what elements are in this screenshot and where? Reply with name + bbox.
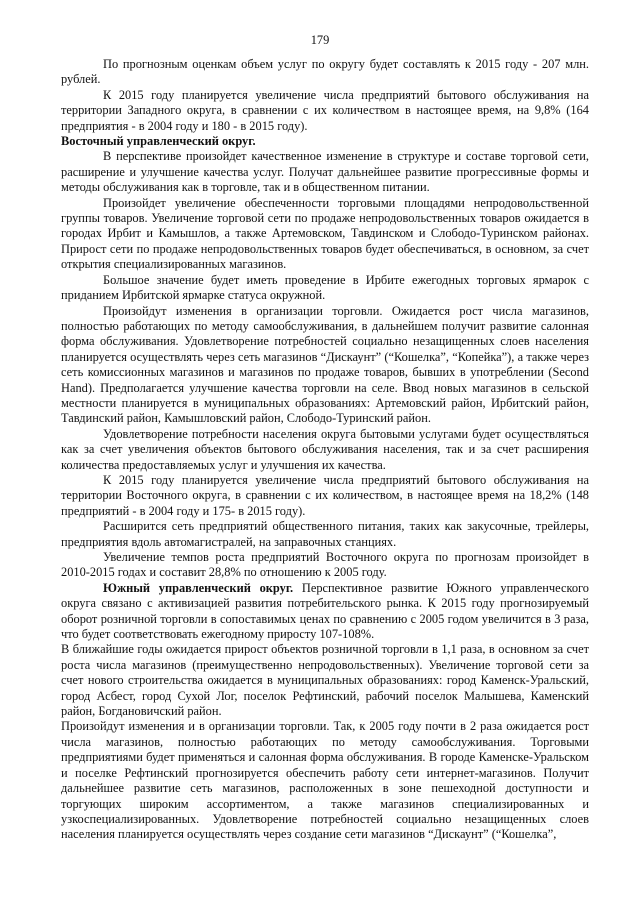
paragraph-east-quality: В перспективе произойдет качественное изменение в структуре и составе торговой сети, расширение и улучшение качества услуг. Получат дальнейшее развитие прогрессивные формы и методы обслуживания как в торговле, так и в общественном питании.: [61, 149, 589, 195]
document-body: [61, 57, 589, 843]
paragraph-irbit-fair: Большое значение будет иметь проведение в Ирбите ежегодных торговых ярмарок с приданием Ирбитской ярмарке статуса окружной.: [61, 272, 589, 303]
paragraph-east-nonfood: Произойдет увеличение обеспеченности торговыми площадями непродовольственной группы товаров. Увеличение торговой сети по продаже непродовольственных товаров ожидается в городах Ирбит и Камышлов, а также Артемовском, Тавдинском и Слободо-Туринском районах. Прирост сети по продаже непродовольственных товаров будет обеспечиваться, в основном, за счет открытия специализированных магазинов.: [61, 195, 589, 272]
paragraph-south-trade-organization: Произойдут изменения и в организации торговли. Так, к 2005 году почти в 2 раза ожидается рост числа магазинов, полностью работающих по методу самообслуживания. Торговыми предприятиями будет применяться и салонная форма обслуживания. В городе Каменске-Уральском и поселке Рефтинский прогнозируется обеспечить работу сети интернет-магазинов. Получит дальнейшее развитие сеть магазинов, расположенных в зоне пешеходной доступности и торгующих широким ассортиментом, а также магазинов специализированных и узкоспециализированных. Удовлетворение потребностей социально незащищенных слоев населения планируется осуществлять через создание сети магазинов “Дискаунт” (“Кошелка”,: [61, 719, 589, 842]
paragraph-south-intro: [61, 581, 589, 643]
paragraph-east-consumer-services: Удовлетворение потребности населения округа бытовыми услугами будет осуществляться как за счет увеличения объектов бытового обслуживания населения, так и за счет расширения количества предоставляемых услуг и улучшения их качества.: [61, 426, 589, 472]
paragraph-services-forecast: По прогнозным оценкам объем услуг по округу будет составлять к 2015 году - 207 млн. рублей.: [61, 57, 589, 87]
paragraph-east-growth: Увеличение темпов роста предприятий Восточного округа по прогнозам произойдет в 2010-2015 годах и составит 28,8% по отношению к 2005 году.: [61, 550, 589, 580]
paragraph-east-catering: Расширится сеть предприятий общественного питания, таких как закусочные, трейлеры, предприятия вдоль автомагистралей, на заправочных станциях.: [61, 519, 589, 549]
heading-south-district: Южный управленческий округ.: [103, 580, 294, 595]
paragraph-south-retail-growth: В ближайшие годы ожидается прирост объектов розничной торговли в 1,1 раза, в основном за счет роста числа магазинов (преимущественно непродовольственных). Увеличение торговой сети за счет нового строительства ожидается в муниципальных образованиях: город Каменск-Уральский, город Асбест, город Сухой Лог, поселок Рефтинский, рабочий поселок Малышева, Каменский район, Богдановичский район.: [61, 642, 589, 719]
page-number: 179: [310, 33, 330, 47]
paragraph-east-enterprises: К 2015 году планируется увеличение числа предприятий бытового обслуживания на территории Восточного округа, в сравнении с их количеством, в настоящее время на 18,2% (148 предприятий - в 2004 году и 175- в 2015 году).: [61, 472, 589, 518]
paragraph-east-trade-organization: Произойдут изменения в организации торговли. Ожидается рост числа магазинов, полностью работающих по методу самообслуживания, в дальнейшем получит развитие салонная форма обслуживания. Удовлетворение потребностей социально незащищенных слоев населения планируется осуществлять через сеть магазинов “Дискаунт” (“Кошелка”, “Копейка”), а также через сеть комиссионных магазинов и магазинов по продаже товаров, бывших в употреблении (Second Hand). Предполагается улучшение качества торговли на селе. Ввод новых магазинов в сельской местности планируется в муниципальных образованиях: Артемовский район, Ирбитский район, Тавдинский район, Камышловский район, Слободо-Туринский район.: [61, 303, 589, 426]
heading-east-district: Восточный управленческий округ.: [61, 134, 256, 149]
paragraph-south-intro-text: Перспективное развитие Южного управленческого округа связано с активизацией развития потребительского рынка. К 2015 году прогнозируемый оборот розничной торговли в сопоставимых ценах по сравнению с 2005 годом увеличится в 3 раза, что будет соответствовать ежегодному приросту 107-108%.: [61, 580, 589, 642]
paragraph-west-enterprises: К 2015 году планируется увеличение числа предприятий бытового обслуживания на территории Западного округа, в сравнении с их количеством в настоящее время, на 9,8% (164 предприятия - в 2004 году и 180 - в 2015 году).: [61, 87, 589, 133]
